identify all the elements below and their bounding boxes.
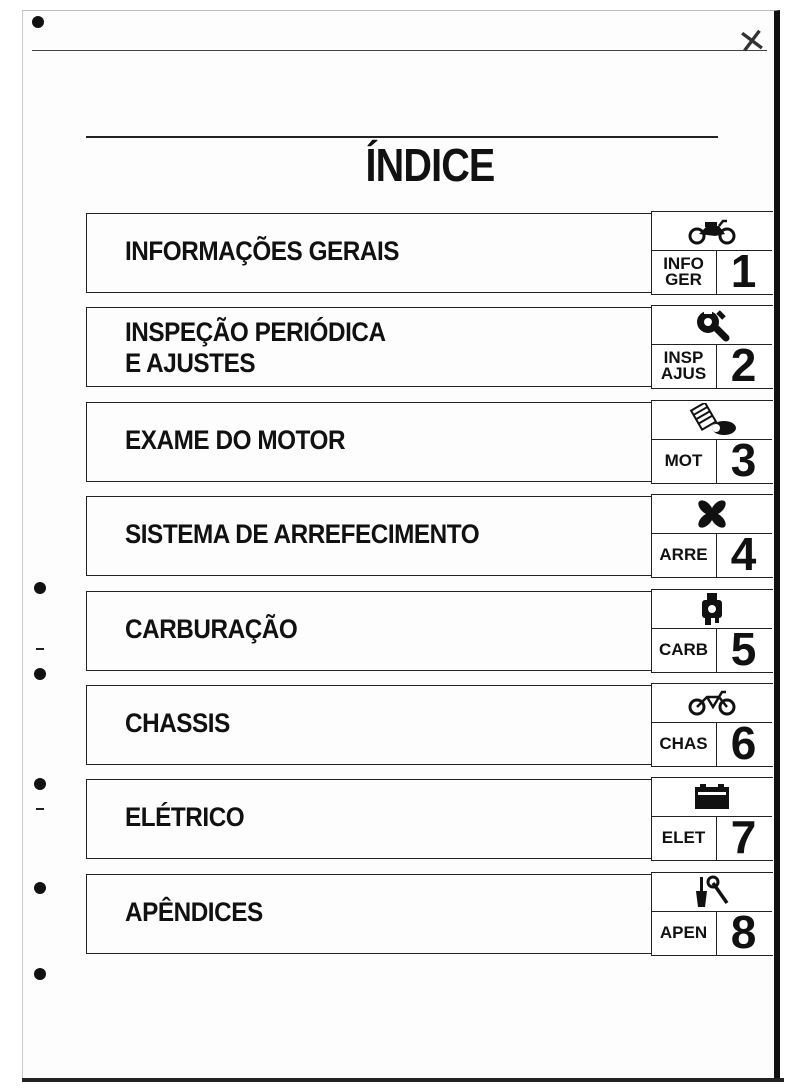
section-number: 3 (730, 434, 757, 486)
section-label: INFORMAÇÕES GERAIS (125, 236, 400, 266)
section-abbr: INSP AJUS (652, 344, 717, 388)
section-abbr: INFO GER (652, 250, 717, 294)
section-label: INSPEÇÃO PERIÓDICA E AJUSTES (125, 317, 386, 378)
page-bottom-edge (22, 1078, 784, 1082)
scan-mark (36, 808, 44, 810)
section-label: SISTEMA DE ARREFECIMENTO (125, 519, 480, 549)
section-exame-do-motor[interactable] (86, 402, 772, 486)
section-tab[interactable] (651, 777, 773, 861)
binder-hole (34, 778, 46, 790)
section-sistema-de-arrefecimento[interactable] (86, 496, 772, 580)
section-abbr: ARRE (652, 533, 717, 577)
section-label: APÊNDICES (125, 897, 263, 927)
corner-mark: ✕ (735, 21, 770, 63)
binder-hole (32, 16, 44, 28)
section-abbr: APEN (652, 911, 717, 955)
section-tab[interactable] (651, 211, 773, 295)
section-number: 6 (730, 717, 757, 769)
section-abbr: CHAS (652, 722, 717, 766)
section-abbr: CARB (652, 628, 717, 672)
section-number: 1 (730, 245, 757, 297)
section-label: CARBURAÇÃO (125, 614, 298, 644)
section-informacoes-gerais[interactable] (86, 213, 772, 297)
section-number: 8 (730, 906, 757, 958)
top-rule (32, 50, 767, 51)
section-number: 2 (730, 339, 757, 391)
section-number: 5 (730, 623, 757, 675)
section-label: EXAME DO MOTOR (125, 425, 346, 455)
section-number: 7 (730, 811, 757, 863)
binder-hole (34, 882, 46, 894)
section-tab[interactable] (651, 305, 773, 389)
page-title: ÍNDICE (365, 139, 495, 191)
section-tab[interactable] (651, 872, 773, 956)
scan-mark (36, 648, 44, 650)
binder-hole (34, 668, 46, 680)
binder-hole (34, 582, 46, 594)
binder-hole (34, 968, 46, 980)
section-apendices[interactable] (86, 874, 772, 958)
section-number: 4 (730, 528, 757, 580)
section-inspecao-periodica[interactable] (86, 307, 772, 391)
section-carburacao[interactable] (86, 591, 772, 675)
section-label: CHASSIS (125, 708, 230, 738)
section-eletrico[interactable] (86, 779, 772, 863)
section-label: ELÉTRICO (125, 802, 245, 832)
section-tab[interactable] (651, 494, 773, 578)
section-tab[interactable] (651, 589, 773, 673)
section-chassis[interactable] (86, 685, 772, 769)
section-tab[interactable] (651, 400, 773, 484)
section-tab[interactable] (651, 683, 773, 767)
section-abbr: MOT (652, 439, 717, 483)
section-abbr: ELET (652, 816, 717, 860)
